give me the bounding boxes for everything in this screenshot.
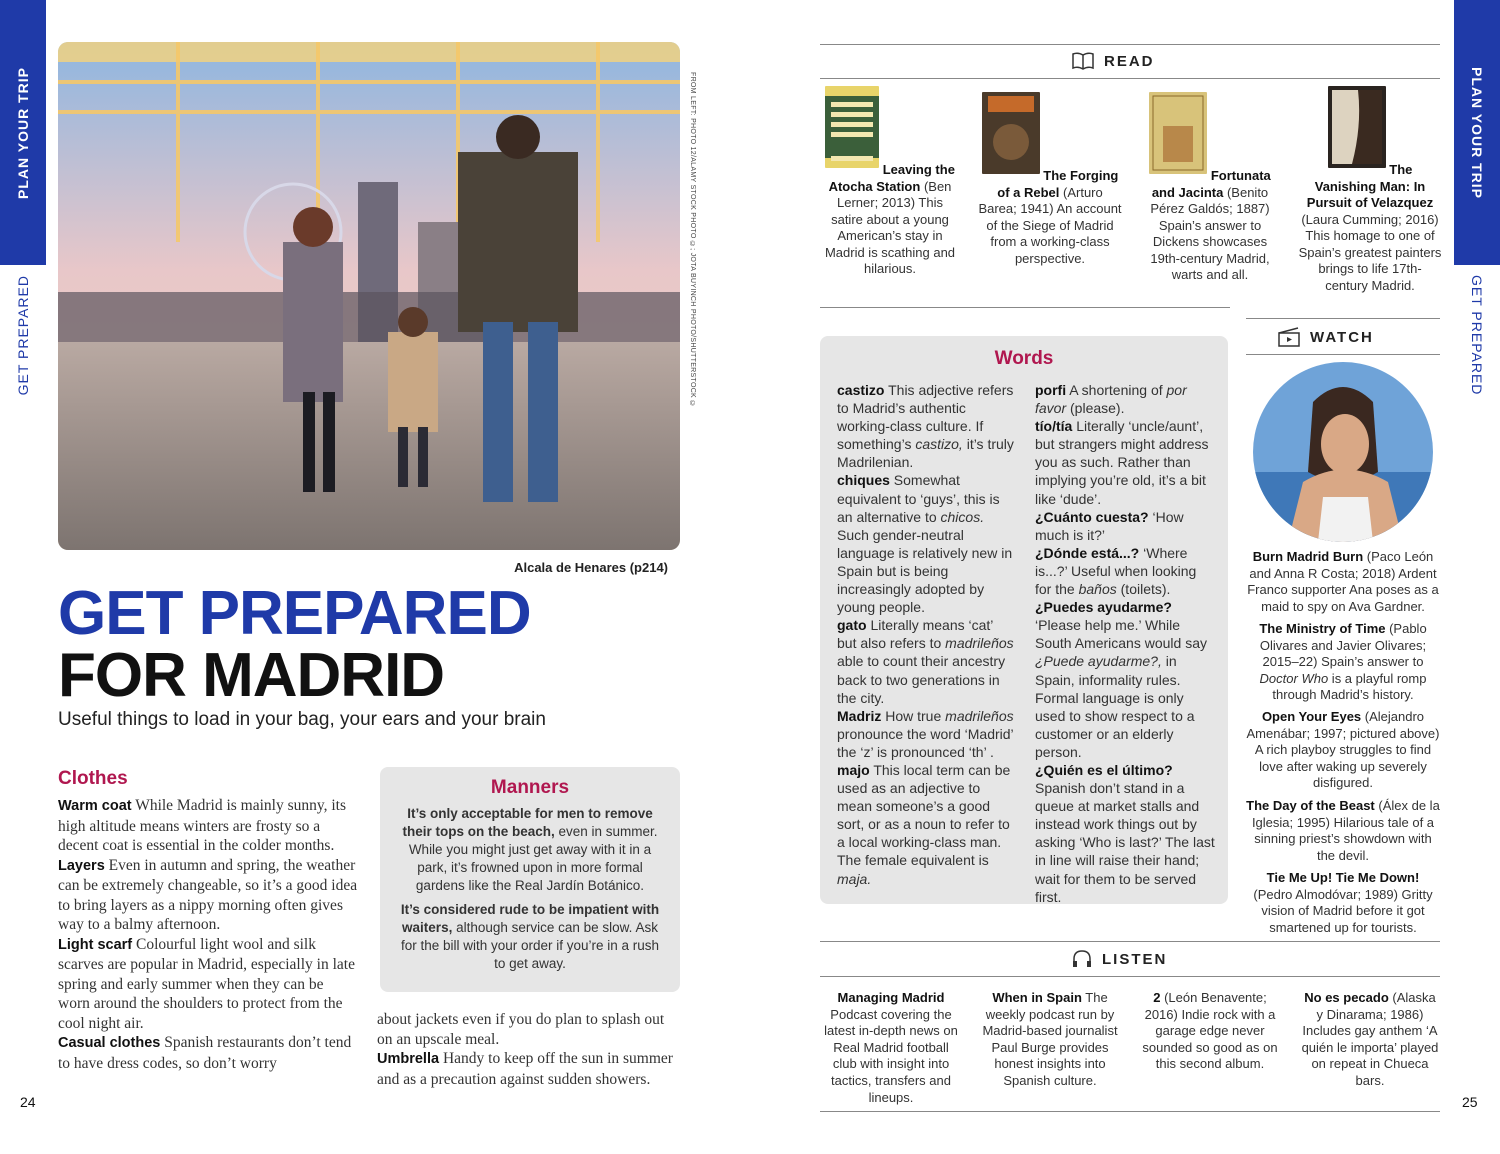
words-column-2	[1035, 381, 1215, 906]
divider	[820, 976, 1440, 977]
words-column-1	[837, 381, 1015, 888]
word-entry: ¿Dónde está...? ‘Where is...?’ Useful when looking for the baños (toilets).	[1035, 544, 1197, 598]
manners-paragraph: It’s considered rude to be impatient with waiters, although service can be slow. Ask for the bill with your order if you’re in a rush to get away.	[400, 902, 660, 971]
word-entry: tío/tía Literally ‘uncle/aunt’, but strangers might address you as such. Rather than implying you’re old, it’s a bit like ‘dude’.	[1035, 418, 1209, 507]
clothes-item: Warm coat While Madrid is mainly sunny, its high altitude means winters are frosty so a decent coat is essential in the colder months.	[58, 797, 346, 854]
watch-item: Tie Me Up! Tie Me Down! (Pedro Almodóvar; 1989) Gritty vision of Madrid before it got smartened up for tourists.	[1253, 870, 1433, 935]
word-entry: gato Literally means ‘cat’ but also refers to madrileños able to count their ancestry back to two generations in the city.	[837, 617, 1014, 706]
clothes-heading: Clothes	[58, 768, 128, 789]
watch-item: The Ministry of Time (Pablo Olivares and Javier Olivares; 2015–22) Spain’s answer to Doctor Who is a playful romp through Madrid’s history.	[1259, 621, 1427, 703]
film-clapper-icon	[1278, 327, 1300, 347]
book-item: The Forging of a Rebel (Arturo Barea; 1941) An account of the Siege of Madrid from a working-class perspective.	[978, 92, 1122, 267]
words-box	[820, 336, 1228, 904]
word-entry: porfi A shortening of por favor (please).	[1035, 382, 1187, 417]
word-entry: majo This local term can be used as an adjective to mean someone’s a good sort, or as a noun to refer to a local working-class man. The female equivalent is maja.	[837, 761, 1011, 887]
clothes-item: Umbrella Handy to keep off the sun in summer and as a precaution against sudden showers.	[377, 1050, 673, 1088]
book-icon	[1072, 52, 1094, 70]
manners-heading: Manners	[490, 777, 570, 798]
listen-item: Managing Madrid Podcast covering the latest in-depth news on Real Madrid football club with insight into tactics, transfers and lineups.	[824, 990, 958, 1105]
photo-credit: FROM LEFT: PHOTO 12/ALAMY STOCK PHOTO ©; JOTA BUYINCH PHOTO/SHUTTERSTOCK ©	[689, 72, 696, 408]
manners-box	[380, 767, 680, 992]
word-entry: chiques Somewhat equivalent to ‘guys’, this is an alternative to chicos. Such gender-neutral language is relatively new in Spain but is being increasingly adopted by young people.	[837, 472, 1013, 616]
book-item: The Vanishing Man: In Pursuit of Velazquez (Laura Cumming; 2016) This homage to one of Spain’s greatest painters brings to life 17th-century Madrid.	[1298, 86, 1442, 294]
divider	[820, 78, 1440, 79]
listen-item: 2 (León Benavente; 2016) Indie rock with a garage edge never sounded so good as on this second album.	[1142, 990, 1278, 1072]
book-cover	[1328, 86, 1386, 168]
word-entry: ¿Puedes ayudarme? ‘Please help me.’ While South Americans would say ¿Puede ayudarme?, in Spain, informality rules. Formal language is only used to show respect to a customer or an elderly person.	[1035, 599, 1207, 760]
film-still-photo	[1253, 362, 1433, 542]
divider	[820, 44, 1440, 45]
watch-item: The Day of the Beast (Álex de la Iglesia; 1995) Hilarious tale of a sinning priest’s showdown with the devil.	[1246, 798, 1440, 863]
page-subtitle: Useful things to load in your bag, your ears and your brain	[58, 709, 546, 730]
divider	[820, 1111, 1440, 1112]
divider	[1246, 318, 1440, 319]
watch-item: Burn Madrid Burn (Paco León and Anna R Costa; 2018) Ardent Franco supporter Ana poses as a maid to spy on Ava Gardner.	[1247, 549, 1439, 614]
clothes-list-continued	[377, 1010, 679, 1089]
side-section-label-right: GET PREPARED	[1469, 274, 1485, 396]
watch-item: Open Your Eyes (Alejandro Amenábar; 1997; pictured above) A rich playboy struggles to find love after waking up severely disfigured.	[1246, 709, 1440, 791]
page-title-line1: GET PREPARED	[58, 579, 531, 648]
side-section-left	[0, 270, 46, 400]
page-title-line2: FOR MADRID	[58, 641, 445, 710]
clothes-list	[58, 796, 358, 1073]
photo-caption: Alcala de Henares (p214)	[514, 560, 668, 575]
watch-heading: WATCH	[1278, 327, 1374, 347]
word-entry: Madriz How true madrileños pronounce the word ‘Madrid’ the ‘z’ is pronounced ‘th’ .	[837, 707, 1014, 760]
divider	[820, 941, 1440, 942]
book-cover	[825, 86, 879, 168]
clothes-item: Layers Even in autumn and spring, the weather can be extremely changeable, so it’s a good idea to bring layers as a nippy morning often gives way to a balmy afternoon.	[58, 856, 358, 933]
side-tab-plan-label-right: PLAN YOUR TRIP	[1469, 66, 1485, 199]
listen-item: No es pecado (Alaska y Dinarama; 1986) Includes gay anthem ‘A quién le importa’ played on repeat in Chueca bars.	[1301, 990, 1439, 1088]
side-tab-right	[1454, 0, 1500, 265]
book-cover	[1149, 92, 1207, 174]
divider	[820, 307, 1230, 308]
book-item: Leaving the Atocha Station (Ben Lerner; 2013) This satire about a young American’s stay in Madrid is scathing and hilarious.	[820, 86, 960, 278]
hero-photo	[58, 42, 680, 550]
listen-item: When in Spain The weekly podcast run by Madrid-based journalist Paul Burge provides honest insights into Spanish culture.	[982, 990, 1118, 1088]
word-entry: ¿Quién es el último? Spanish don’t stand in a queue at market stalls and instead work things out by asking ‘Who is last?’ The last in line will raise their hand; wait for them to be served first.	[1035, 761, 1215, 905]
divider	[1246, 354, 1440, 355]
manners-paragraph: It’s only acceptable for men to remove their tops on the beach, even in summer. While you might just get away with it in a park, it’s frowned upon in more formal gardens like the Real Jardín Botánico.	[402, 806, 658, 893]
clothes-item: Light scarf Colourful light wool and silk scarves are popular in Madrid, especially in late spring and early summer when they can be worn around the shoulders to protect from the cool night air.	[58, 935, 355, 1032]
clothes-continued-text: about jackets even if you do plan to splash out on an upscale meal.	[377, 1011, 665, 1048]
headphones-icon	[1072, 950, 1092, 968]
words-heading: Words	[994, 348, 1054, 369]
side-section-label: GET PREPARED	[15, 274, 31, 396]
book-item: Fortunata and Jacinta (Benito Pérez Galdós; 1887) Spain’s answer to Dickens showcases 19th-century Madrid, warts and all.	[1138, 92, 1282, 284]
book-cover	[982, 92, 1040, 174]
word-entry: ¿Cuánto cuesta? ‘How much is it?’	[1035, 508, 1184, 543]
read-heading: READ	[1072, 52, 1155, 70]
side-tab-plan-label: PLAN YOUR TRIP	[15, 66, 31, 199]
word-entry: castizo This adjective refers to Madrid’s authentic working-class culture. If something’s castizo, it’s truly Madrilenian.	[837, 382, 1014, 471]
side-tab-left-label-wrap	[0, 0, 46, 265]
page-number-right: 25	[1462, 1094, 1478, 1110]
side-section-right	[1454, 270, 1500, 400]
page-number-left: 24	[20, 1094, 36, 1110]
listen-heading: LISTEN	[1072, 950, 1167, 968]
clothes-item: Casual clothes Spanish restaurants don’t tend to have dress codes, so don’t worry	[58, 1034, 352, 1072]
